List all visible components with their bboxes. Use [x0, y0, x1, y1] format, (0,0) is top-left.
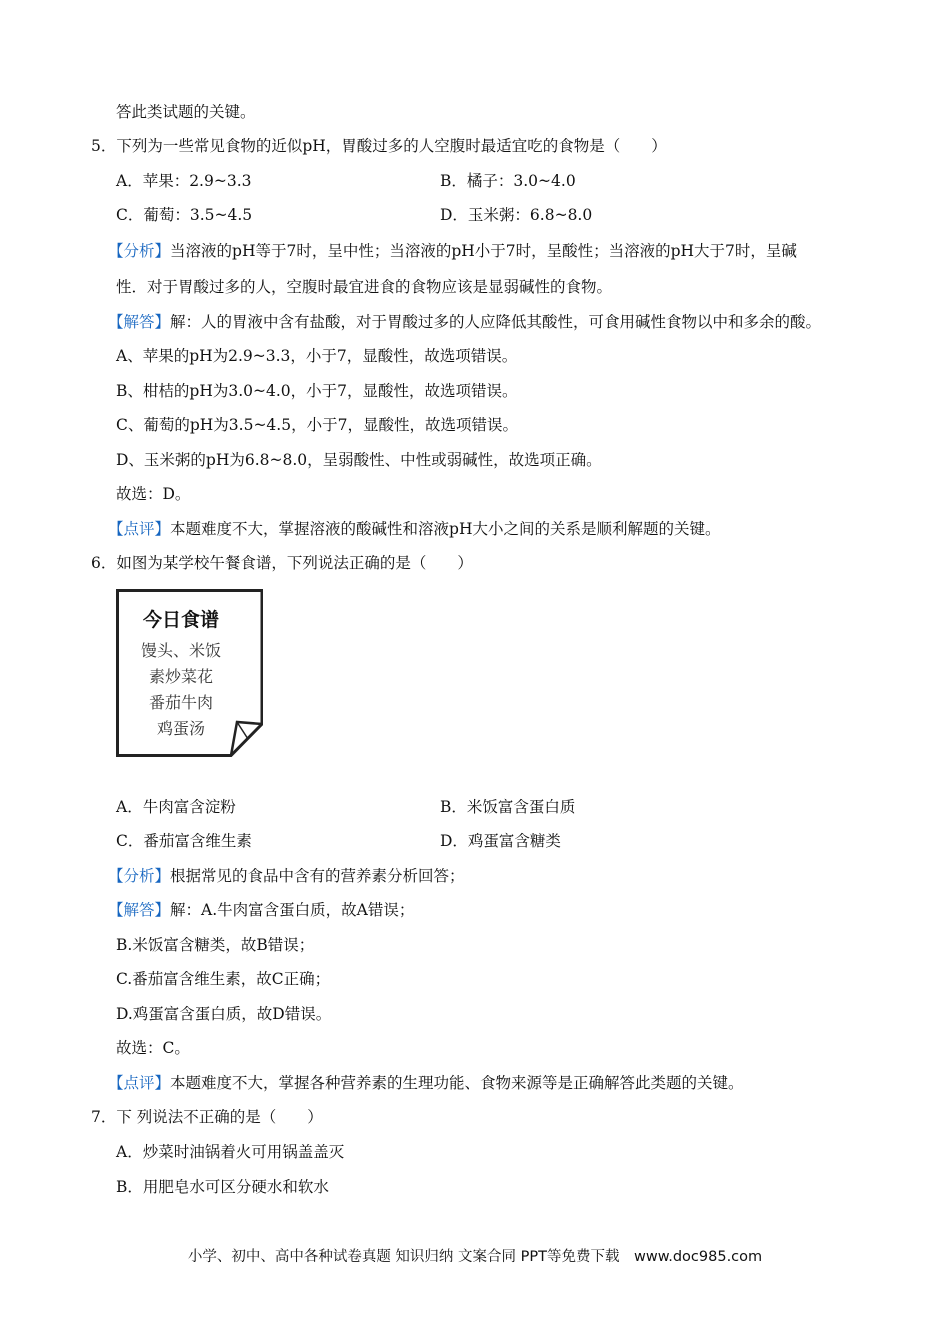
- option-c: C．葡萄：3.5~4.5: [116, 206, 253, 224]
- answer-line: [108, 311, 821, 333]
- menu-item: 素炒菜花: [148, 667, 213, 686]
- option-d: D．玉米粥：6.8~8.0: [440, 206, 593, 224]
- option-a: A．牛肉富含淀粉: [116, 798, 236, 816]
- menu-item: 馒头、米饭: [140, 641, 221, 660]
- menu-card-image: [116, 589, 263, 757]
- answer-item-b: B.米饭富含糖类，故B错误；: [116, 936, 315, 954]
- analysis-text: 当溶液的pH等于7时，呈中性；当溶液的pH小于7时，呈酸性；当溶液的pH大于7时，呈碱: [170, 242, 797, 260]
- option-a: A．苹果：2.9~3.3: [116, 172, 252, 190]
- answer-item-b: B、柑桔的pH为3.0~4.0，小于7，显酸性，故选项错误。: [116, 382, 518, 400]
- analysis-text: 根据常见的食品中含有的营养素分析回答；: [170, 867, 465, 885]
- option-b: B．橘子：3.0~4.0: [440, 172, 576, 190]
- comment-tag: 【点评】: [108, 520, 171, 538]
- answer-item-c: C.番茄富含维生素，故C正确；: [116, 970, 331, 988]
- comment-text: 本题难度不大，掌握各种营养素的生理功能、食物来源等是正确解答此类题的关键。: [170, 1074, 744, 1092]
- answer-line: [108, 899, 414, 921]
- answer-choice: 故选：D。: [116, 485, 191, 503]
- option-b: B．用肥皂水可区分硬水和软水: [116, 1178, 329, 1196]
- question-5: 5．下列为一些常见食物的近似pH，胃酸过多的人空腹时最适宜吃的食物是（ ）: [91, 137, 667, 155]
- answer-text: 解：A.牛肉富含蛋白质，故A错误；: [170, 901, 415, 919]
- option-b: B．米饭富含蛋白质: [440, 798, 576, 816]
- text-line: 答此类试题的关键。: [116, 103, 256, 121]
- analysis-tag: 【分析】: [108, 242, 171, 260]
- option-a: A．炒菜时油锅着火可用锅盖盖灭: [116, 1143, 345, 1161]
- answer-tag: 【解答】: [108, 313, 171, 331]
- comment-tag: 【点评】: [108, 1074, 171, 1092]
- comment-text: 本题难度不大，掌握溶液的酸碱性和溶液pH大小之间的关系是顺利解题的关键。: [170, 520, 721, 538]
- page-footer: 小学、初中、高中各种试卷真题 知识归纳 文案合同 PPT等免费下载 www.doc985.com: [187, 1249, 763, 1265]
- answer-item-d: D.鸡蛋富含蛋白质，故D错误。: [116, 1005, 332, 1023]
- answer-item-d: D、玉米粥的pH为6.8~8.0，呈弱酸性、中性或弱碱性，故选项正确。: [116, 451, 602, 469]
- comment-line: [108, 1072, 744, 1094]
- analysis-line: [108, 240, 797, 262]
- menu-title: 今日食谱: [142, 609, 219, 631]
- comment-line: [108, 518, 720, 540]
- option-d: D．鸡蛋富含糖类: [440, 832, 561, 850]
- answer-item-c: C、葡萄的pH为3.5~4.5，小于7，显酸性，故选项错误。: [116, 416, 518, 434]
- answer-item-a: A、苹果的pH为2.9~3.3，小于7，显酸性，故选项错误。: [116, 347, 518, 365]
- question-7: 7．下 列说法不正确的是（ ）: [91, 1108, 323, 1126]
- menu-item: 番茄牛肉: [148, 693, 213, 712]
- option-c: C．番茄富含维生素: [116, 832, 252, 850]
- menu-item: 鸡蛋汤: [156, 719, 205, 738]
- answer-text: 解：人的胃液中含有盐酸，对于胃酸过多的人应降低其酸性，可食用碱性食物以中和多余的酸。: [170, 313, 822, 331]
- answer-tag: 【解答】: [108, 901, 171, 919]
- answer-choice: 故选：C。: [116, 1039, 190, 1057]
- analysis-line: [108, 865, 465, 887]
- analysis-text-cont: 性．对于胃酸过多的人，空腹时最宜进食的食物应该是显弱碱性的食物。: [116, 278, 613, 296]
- question-6: 6．如图为某学校午餐食谱，下列说法正确的是（ ）: [91, 554, 473, 572]
- analysis-tag: 【分析】: [108, 867, 171, 885]
